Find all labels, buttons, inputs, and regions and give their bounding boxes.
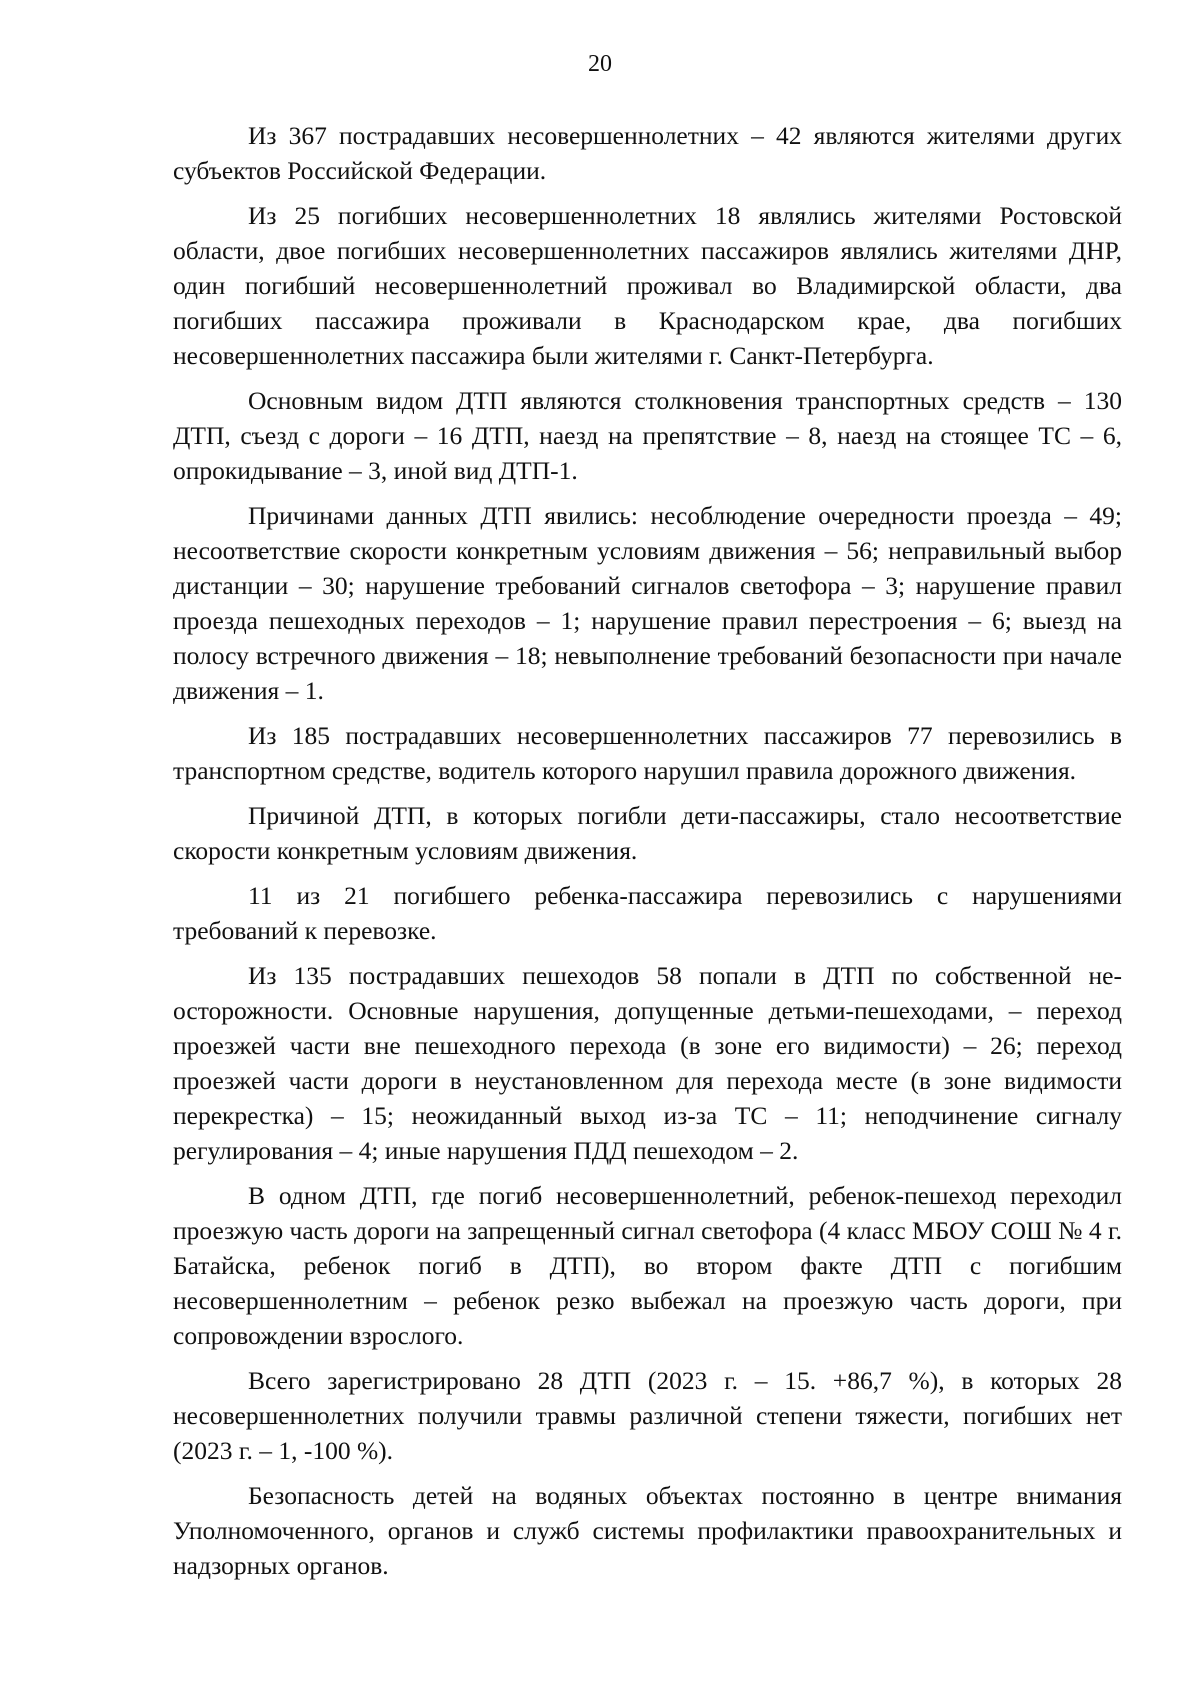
paragraph: 11 из 21 погибшего ребенка-пассажира перевозились с нарушениями требований к перевозке. [173,881,1122,945]
paragraph: В одном ДТП, где погиб несовершеннолетний, ребенок-пешеход переходил проезжую часть дороги на запрещенный сигнал светофора (4 класс МБОУ СОШ № 4 г. Батайска, ребенок погиб в ДТП), во втором факте ДТП с погибшим несовершеннолетним – ребенок резко выбежал на проезжую часть дороги, при сопровождении взрослого. [173,1181,1122,1350]
paragraph: Из 185 пострадавших несовершеннолетних пассажиров 77 перевозились в транспортном средстве, водитель которого нарушил правила дорожного движения. [173,721,1122,785]
paragraph: Всего зарегистрировано 28 ДТП (2023 г. – 15. +86,7 %), в которых 28 несовершеннолетних получили травмы различной степени тяжести, погибших нет (2023 г. – 1, -100 %). [173,1366,1122,1465]
paragraph: Из 367 пострадавших несовершеннолетних – 42 являются жителями других субъектов Российской Федерации. [173,121,1122,185]
paragraph: Причиной ДТП, в которых погибли дети-пассажиры, стало несоответствие скорости конкретным условиям движения. [173,801,1122,865]
paragraph: Безопасность детей на водяных объектах постоянно в центре внимания Уполномоченного, органов и служб системы профилактики правоохранительных и надзорных органов. [173,1481,1122,1580]
page-number: 20 [588,51,612,77]
paragraph: Из 135 пострадавших пешеходов 58 попали в ДТП по собственной неосторожности. Основные нарушения, допущенные детьми-пешеходами, – переход проезжей части вне пешеходного перехода (в зоне его видимости) – 26; переход проезжей части дороги в неустановленном для перехода месте (в зоне видимости перекрестка) – 15; неожиданный выход из-за ТС – 11; неподчинение сигналу регулирования – 4; иные нарушения ПДД пешеходом – 2. [173,961,1122,1165]
document-body [173,118,1122,1583]
paragraph: Из 25 погибших несовершеннолетних 18 являлись жителями Ростовской области, двое погибших несовершеннолетних пассажиров являлись жителями ДНР, один погибший несовершеннолетний проживал во Владимирской области, два погибших пассажира проживали в Краснодарском крае, два погибших несовершеннолетних пассажира были жителями г. Санкт-Петербурга. [173,201,1122,370]
paragraph: Причинами данных ДТП явились: несоблюдение очередности проезда – 49; несоответствие скорости конкретным условиям движения – 56; неправильный выбор дистанции – 30; нарушение требований сигналов светофора – 3; нарушение правил проезда пешеходных переходов – 1; нарушение правил перестроения – 6; выезд на полосу встречного движения – 18; невыполнение требований безопасности при начале движения – 1. [173,501,1122,705]
paragraph: Основным видом ДТП являются столкновения транспортных средств – 130 ДТП, съезд с дороги – 16 ДТП, наезд на препятствие – 8, наезд на стоящее ТС – 6, опрокидывание – 3, иной вид ДТП-1. [173,386,1122,485]
